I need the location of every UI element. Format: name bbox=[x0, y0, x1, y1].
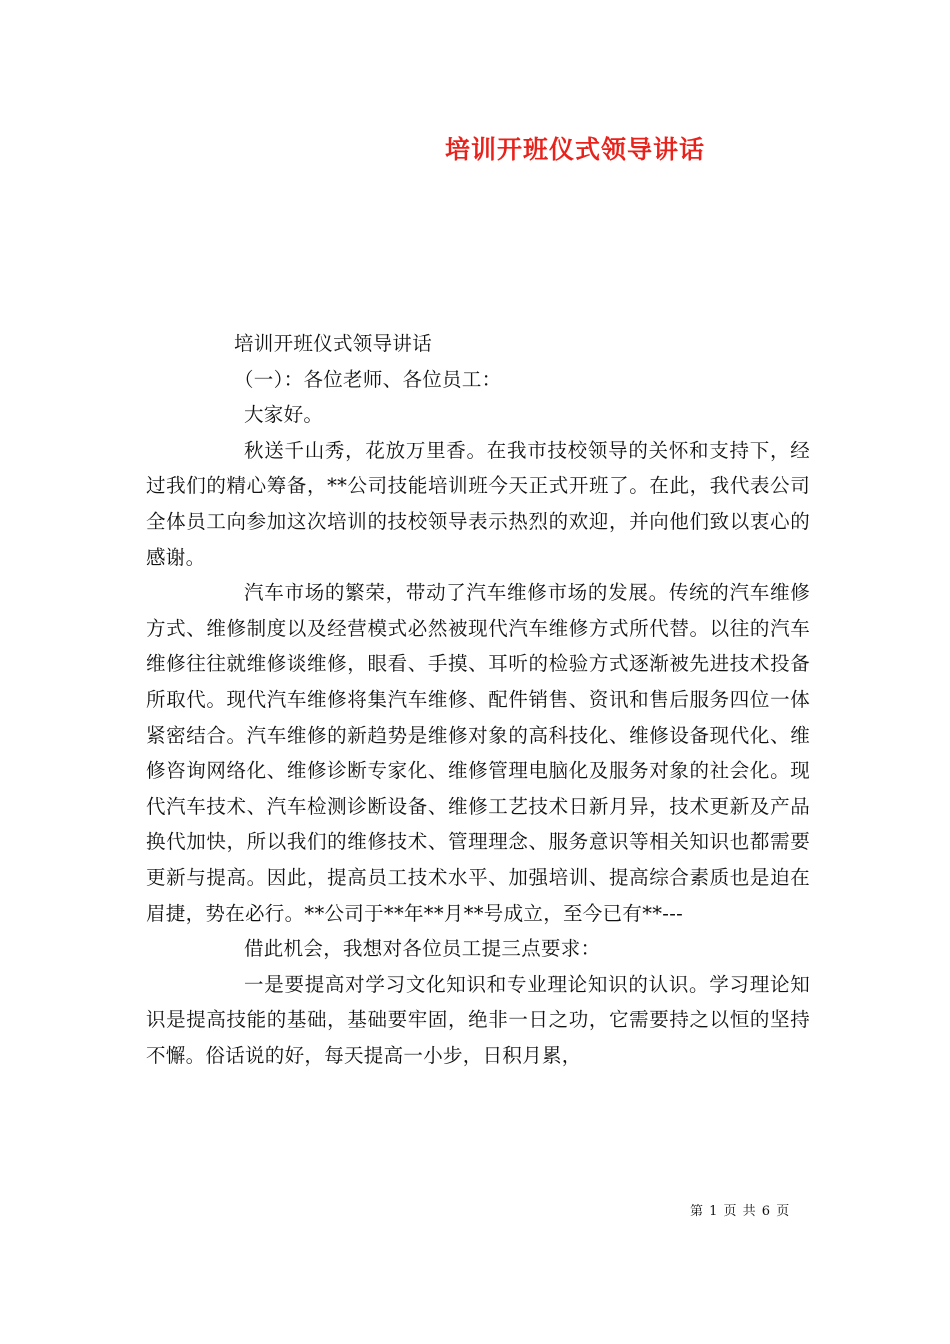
page-number: 第 1 页 共 6 页 bbox=[690, 1204, 791, 1219]
body-heading: 培训开班仪式领导讲话 bbox=[234, 332, 433, 355]
paragraph: 秋送千山秀，花放万里香。在我市技校领导的关怀和支持下，经过我们的精心筹备，**公司技能培训班今天正式开班了。在此，我代表公司全体员工向参加这次培训的技校领导表示热烈的欢迎，并向他们致以衷心的感谢。 bbox=[146, 438, 810, 569]
document-title: 培训开班仪式领导讲话 bbox=[444, 135, 705, 164]
paragraph: 一是要提高对学习文化知识和专业理论知识的认识。学习理论知识是提高技能的基础，基础要牢固，绝非一日之功，它需要持之以恒的坚持不懈。俗话说的好，每天提高一小步，日积月累， bbox=[146, 972, 810, 1067]
salutation: （一）：各位老师、各位员工： bbox=[234, 367, 502, 391]
document-body bbox=[146, 326, 810, 1073]
greeting: 大家好。 bbox=[244, 403, 324, 427]
paragraph: 借此机会，我想对各位员工提三点要求： bbox=[244, 937, 601, 961]
paragraph: 汽车市场的繁荣，带动了汽车维修市场的发展。传统的汽车维修方式、维修制度以及经营模式必然被现代汽车维修方式所代替。以往的汽车维修往往就维修谈维修，眼看、手摸、耳听的检验方式逐渐被先进技术投备所取代。现代汽车维修将集汽车维修、配件销售、资讯和售后服务四位一体紧密结合。汽车维修的新趋势是维修对象的高科技化、维修设备现代化、维修咨询网络化、维修诊断专家化、维修管理电脑化及服务对象的社会化。现代汽车技术、汽车检测诊断设备、维修工艺技术日新月异，技术更新及产品换代加快，所以我们的维修技术、管理理念、服务意识等相关知识也都需要更新与提高。因此，提高员工技术水平、加强培训、提高综合素质也是迫在眉捷，势在必行。**公司于**年**月**号成立，至今已有**--- bbox=[146, 581, 810, 925]
